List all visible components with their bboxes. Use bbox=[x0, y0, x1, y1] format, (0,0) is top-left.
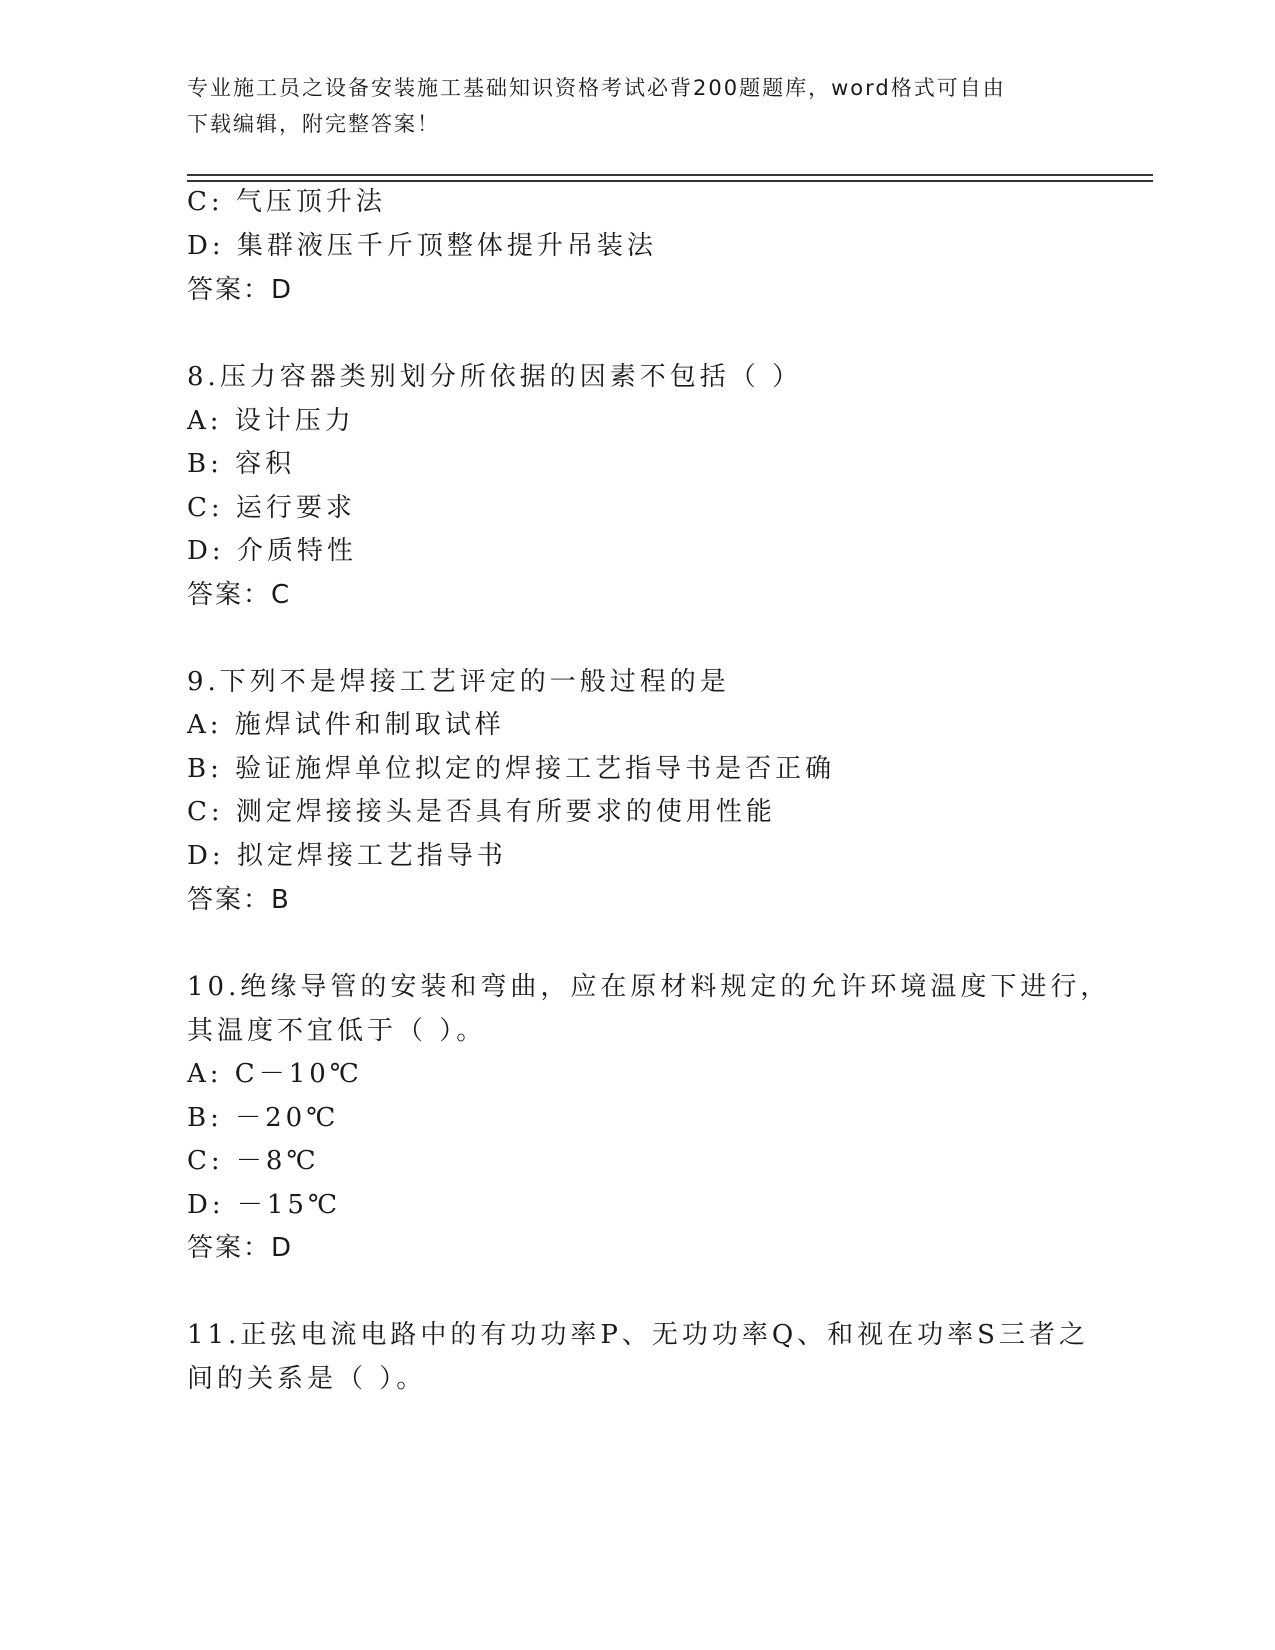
q7-option-c: C: 气压顶升法 bbox=[187, 187, 386, 217]
q10-option-b: B: －20℃ bbox=[187, 1103, 340, 1133]
q11-stem-line-1: 11.正弦电流电路中的有功功率P、无功功率Q、和视在功率S三者之 bbox=[187, 1320, 1089, 1350]
q10-answer: 答案：D bbox=[187, 1233, 294, 1263]
q8-stem: 8.压力容器类别划分所依据的因素不包括（ ） bbox=[187, 362, 803, 392]
q8-answer: 答案：C bbox=[187, 580, 292, 610]
q11-stem-line-2: 间的关系是（ ）。 bbox=[187, 1364, 427, 1394]
q9-option-c: C: 测定焊接接头是否具有所要求的使用性能 bbox=[187, 797, 776, 827]
header-title-line-2: 下载编辑，附完整答案！ bbox=[187, 112, 440, 136]
document-header bbox=[187, 70, 1067, 142]
q7-answer: 答案：D bbox=[187, 275, 294, 305]
q10-option-a: A: C－10℃ bbox=[187, 1059, 363, 1089]
q9-answer: 答案：B bbox=[187, 885, 291, 915]
q8-option-d: D: 介质特性 bbox=[187, 536, 357, 566]
q8-option-a: A: 设计压力 bbox=[187, 406, 355, 436]
q10-option-d: D: －15℃ bbox=[187, 1190, 342, 1220]
q8-option-b: B: 容积 bbox=[187, 449, 296, 479]
q10-stem-line-1: 10.绝缘导管的安装和弯曲，应在原材料规定的允许环境温度下进行， bbox=[187, 972, 1111, 1002]
q9-option-a: A: 施焊试件和制取试样 bbox=[187, 710, 505, 740]
q9-option-d: D: 拟定焊接工艺指导书 bbox=[187, 841, 507, 871]
header-divider-bottom bbox=[187, 180, 1153, 182]
q9-stem: 9.下列不是焊接工艺评定的一般过程的是 bbox=[187, 667, 730, 697]
q10-stem-line-2: 其温度不宜低于（ ）。 bbox=[187, 1016, 487, 1046]
q9-option-b: B: 验证施焊单位拟定的焊接工艺指导书是否正确 bbox=[187, 754, 836, 784]
q8-option-c: C: 运行要求 bbox=[187, 493, 356, 523]
header-divider-top bbox=[187, 174, 1153, 176]
header-title-line-1: 专业施工员之设备安装施工基础知识资格考试必背200题题库，word格式可自由 bbox=[187, 76, 1006, 100]
q10-option-c: C: －8℃ bbox=[187, 1146, 320, 1176]
q7-option-d: D: 集群液压千斤顶整体提升吊装法 bbox=[187, 231, 657, 261]
